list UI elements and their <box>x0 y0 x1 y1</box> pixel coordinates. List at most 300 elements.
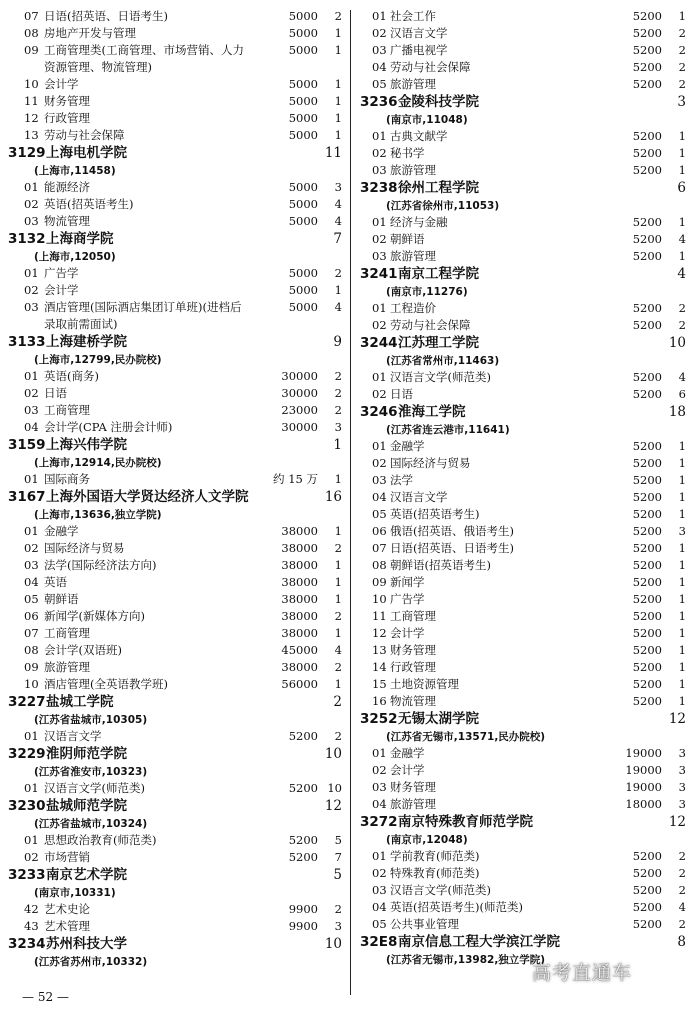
enrollment-count: 1 <box>678 456 686 470</box>
major-row <box>360 8 688 25</box>
major-name: 国际经济与贸易 <box>390 456 471 470</box>
major-row <box>360 162 688 179</box>
tuition-fee: 5000 <box>288 283 318 297</box>
enrollment-count: 10 <box>327 781 342 795</box>
major-code: 02 <box>24 386 39 400</box>
school-header <box>360 403 688 422</box>
major-code: 03 <box>372 43 387 57</box>
enrollment-count: 2 <box>678 60 686 74</box>
tuition-fee: 5200 <box>632 660 662 674</box>
major-row <box>360 745 688 762</box>
major-code: 02 <box>372 146 387 160</box>
tuition-fee: 5200 <box>632 849 662 863</box>
enrollment-count: 2 <box>678 301 686 315</box>
major-code: 02 <box>372 866 387 880</box>
tuition-fee: 19000 <box>625 780 662 794</box>
enrollment-count: 1 <box>678 541 686 555</box>
major-name: 英语(商务) <box>44 369 99 383</box>
school-total: 10 <box>324 746 342 762</box>
major-code: 03 <box>372 780 387 794</box>
enrollment-count: 3 <box>678 797 686 811</box>
major-name: 会计学 <box>44 77 79 91</box>
major-code: 02 <box>372 387 387 401</box>
major-row <box>360 882 688 899</box>
major-code: 01 <box>24 833 39 847</box>
tuition-fee: 38000 <box>281 609 318 623</box>
major-code: 03 <box>372 883 387 897</box>
major-name: 英语(招英语考生)(师范类) <box>390 900 523 914</box>
major-code: 01 <box>24 266 39 280</box>
enrollment-count: 4 <box>334 643 342 657</box>
tuition-fee: 5200 <box>632 575 662 589</box>
school-code: 3133 <box>8 334 46 350</box>
major-code: 03 <box>24 558 39 572</box>
major-name: 金融学 <box>390 439 425 453</box>
enrollment-count: 1 <box>678 677 686 691</box>
tuition-fee: 5200 <box>632 215 662 229</box>
enrollment-count: 4 <box>678 232 686 246</box>
major-code: 03 <box>24 300 39 314</box>
school-name: 盐城工学院 <box>46 694 114 710</box>
school-header <box>8 230 344 249</box>
school-total: 10 <box>324 936 342 952</box>
tuition-fee: 5200 <box>632 163 662 177</box>
major-row <box>360 455 688 472</box>
school-header <box>8 436 344 455</box>
major-code: 07 <box>24 626 39 640</box>
tuition-fee: 5000 <box>288 214 318 228</box>
school-total: 6 <box>677 180 686 196</box>
tuition-fee: 5200 <box>632 26 662 40</box>
major-name: 劳动与社会保障 <box>390 318 471 332</box>
tuition-fee: 5000 <box>288 43 318 57</box>
major-code: 07 <box>24 9 39 23</box>
enrollment-count: 1 <box>678 592 686 606</box>
enrollment-count: 1 <box>334 472 342 486</box>
tuition-fee: 5200 <box>632 473 662 487</box>
school-name: 金陵科技学院 <box>398 94 479 110</box>
school-total: 1 <box>333 437 342 453</box>
major-name-continued: 资源管理、物流管理) <box>44 60 152 74</box>
enrollment-count: 1 <box>334 111 342 125</box>
major-code: 05 <box>372 77 387 91</box>
major-name: 日语(招英语、日语考生) <box>44 9 168 23</box>
enrollment-count: 4 <box>678 370 686 384</box>
major-name: 日语 <box>44 386 67 400</box>
enrollment-count: 1 <box>678 490 686 504</box>
major-code: 02 <box>372 763 387 777</box>
major-row <box>360 557 688 574</box>
right-column <box>360 8 688 968</box>
major-code: 03 <box>372 473 387 487</box>
tuition-fee: 30000 <box>281 386 318 400</box>
school-name: 淮海工学院 <box>398 404 466 420</box>
major-name: 特殊教育(师范类) <box>390 866 480 880</box>
major-name: 旅游管理 <box>390 77 436 91</box>
enrollment-count: 1 <box>334 77 342 91</box>
major-code: 15 <box>372 677 387 691</box>
school-header <box>360 179 688 198</box>
tuition-fee: 5200 <box>632 677 662 691</box>
major-code: 09 <box>24 660 39 674</box>
enrollment-count: 2 <box>334 403 342 417</box>
major-row <box>8 179 344 196</box>
enrollment-count: 4 <box>334 300 342 314</box>
major-code: 42 <box>24 902 39 916</box>
major-name: 艺术史论 <box>44 902 90 916</box>
enrollment-count: 2 <box>334 609 342 623</box>
tuition-fee: 5000 <box>288 9 318 23</box>
tuition-fee: 5200 <box>632 541 662 555</box>
major-name: 工商管理类(工商管理、市场营销、人力 <box>44 43 244 57</box>
school-location: (南京市,12048) <box>386 834 468 846</box>
enrollment-count: 3 <box>334 180 342 194</box>
enrollment-count: 2 <box>334 541 342 555</box>
major-row <box>8 110 344 127</box>
major-row <box>8 901 344 918</box>
enrollment-count: 2 <box>678 866 686 880</box>
major-row <box>8 523 344 540</box>
tuition-fee: 5000 <box>288 300 318 314</box>
major-row <box>360 916 688 933</box>
school-total: 9 <box>333 334 342 350</box>
major-code: 10 <box>24 677 39 691</box>
major-code: 01 <box>24 781 39 795</box>
school-location: (江苏省盐城市,10324) <box>34 818 148 830</box>
school-total: 12 <box>668 814 686 830</box>
major-code: 03 <box>24 403 39 417</box>
school-location: (上海市,12914,民办院校) <box>34 457 162 469</box>
enrollment-count: 1 <box>334 94 342 108</box>
major-row <box>360 59 688 76</box>
major-name: 会计学(CPA 注册会计师) <box>44 420 173 434</box>
tuition-fee: 5200 <box>632 592 662 606</box>
school-location: (江苏省苏州市,10332) <box>34 956 148 968</box>
school-total: 2 <box>333 694 342 710</box>
enrollment-count: 1 <box>678 215 686 229</box>
tuition-fee: 5200 <box>632 232 662 246</box>
tuition-fee: 5200 <box>632 77 662 91</box>
school-total: 5 <box>333 867 342 883</box>
major-name: 新闻学 <box>390 575 425 589</box>
major-code: 09 <box>372 575 387 589</box>
tuition-fee: 5000 <box>288 94 318 108</box>
school-header <box>8 693 344 712</box>
enrollment-count: 1 <box>678 694 686 708</box>
tuition-fee: 约 15 万 <box>273 472 318 486</box>
major-code: 04 <box>372 797 387 811</box>
major-row <box>360 642 688 659</box>
major-name: 劳动与社会保障 <box>390 60 471 74</box>
major-row <box>8 196 344 213</box>
major-name: 会计学(双语班) <box>44 643 122 657</box>
major-row <box>360 848 688 865</box>
school-header <box>360 813 688 832</box>
major-code: 04 <box>372 60 387 74</box>
tuition-fee: 45000 <box>281 643 318 657</box>
tuition-fee: 5200 <box>632 524 662 538</box>
major-row <box>8 557 344 574</box>
enrollment-count: 1 <box>334 524 342 538</box>
major-row <box>8 471 344 488</box>
tuition-fee: 5000 <box>288 266 318 280</box>
major-row <box>8 728 344 745</box>
major-code: 04 <box>24 575 39 589</box>
enrollment-count: 7 <box>334 850 342 864</box>
major-code: 01 <box>372 129 387 143</box>
major-name: 法学 <box>390 473 413 487</box>
school-header <box>8 797 344 816</box>
tuition-fee: 5200 <box>632 301 662 315</box>
major-code: 03 <box>372 163 387 177</box>
major-name: 工程造价 <box>390 301 436 315</box>
tuition-fee: 30000 <box>281 420 318 434</box>
major-name: 旅游管理 <box>390 163 436 177</box>
school-total: 7 <box>333 231 342 247</box>
major-name: 汉语言文学 <box>390 26 448 40</box>
enrollment-count: 3 <box>334 919 342 933</box>
enrollment-count: 1 <box>678 473 686 487</box>
major-name: 朝鲜语(招英语考生) <box>390 558 491 572</box>
major-name: 新闻学(新媒体方向) <box>44 609 145 623</box>
major-name: 俄语(招英语、俄语考生) <box>390 524 514 538</box>
school-header <box>8 333 344 352</box>
major-name: 秘书学 <box>390 146 425 160</box>
enrollment-count: 1 <box>334 283 342 297</box>
enrollment-count: 1 <box>678 609 686 623</box>
tuition-fee: 5200 <box>632 370 662 384</box>
major-row <box>8 780 344 797</box>
major-name: 公共事业管理 <box>390 917 459 931</box>
major-row <box>360 608 688 625</box>
tuition-fee: 5000 <box>288 77 318 91</box>
major-row <box>8 402 344 419</box>
major-row <box>8 76 344 93</box>
school-location: (江苏省盐城市,10305) <box>34 714 148 726</box>
school-header <box>8 866 344 885</box>
school-header <box>360 933 688 952</box>
school-location: (江苏省常州市,11463) <box>386 355 500 367</box>
school-location: (江苏省徐州市,11053) <box>386 200 500 212</box>
school-location: (江苏省连云港市,11641) <box>386 424 510 436</box>
enrollment-count: 1 <box>334 128 342 142</box>
enrollment-count: 1 <box>678 660 686 674</box>
major-code: 01 <box>372 746 387 760</box>
major-name: 物流管理 <box>390 694 436 708</box>
school-total: 4 <box>677 266 686 282</box>
major-code: 08 <box>372 558 387 572</box>
major-row <box>360 762 688 779</box>
tuition-fee: 30000 <box>281 369 318 383</box>
school-code: 3236 <box>360 94 398 110</box>
major-row <box>360 25 688 42</box>
major-code: 13 <box>372 643 387 657</box>
major-row <box>8 676 344 693</box>
enrollment-count: 1 <box>678 507 686 521</box>
enrollment-count: 1 <box>334 575 342 589</box>
major-row <box>360 676 688 693</box>
major-row <box>8 127 344 144</box>
major-code: 07 <box>372 541 387 555</box>
enrollment-count: 2 <box>678 26 686 40</box>
major-code: 08 <box>24 643 39 657</box>
major-row <box>8 608 344 625</box>
enrollment-count: 2 <box>678 849 686 863</box>
major-name: 财务管理 <box>390 780 436 794</box>
major-code: 02 <box>24 541 39 555</box>
tuition-fee: 5200 <box>632 318 662 332</box>
major-code: 03 <box>24 214 39 228</box>
major-name: 旅游管理 <box>44 660 90 674</box>
major-name-continued: 录取前需面试) <box>44 317 118 331</box>
major-name: 广告学 <box>44 266 79 280</box>
tuition-fee: 18000 <box>625 797 662 811</box>
enrollment-count: 6 <box>678 387 686 401</box>
enrollment-count: 3 <box>334 420 342 434</box>
school-total: 18 <box>668 404 686 420</box>
tuition-fee: 5200 <box>288 833 318 847</box>
tuition-fee: 38000 <box>281 541 318 555</box>
tuition-fee: 5000 <box>288 26 318 40</box>
school-code: 3241 <box>360 266 398 282</box>
school-header <box>360 265 688 284</box>
school-location: (江苏省无锡市,13571,民办院校) <box>386 731 546 743</box>
major-row <box>360 231 688 248</box>
enrollment-count: 3 <box>678 746 686 760</box>
enrollment-count: 1 <box>334 558 342 572</box>
enrollment-count: 5 <box>334 833 342 847</box>
tuition-fee: 5200 <box>632 609 662 623</box>
major-row <box>8 282 344 299</box>
major-code: 04 <box>372 900 387 914</box>
school-header <box>360 334 688 353</box>
school-total: 8 <box>677 934 686 950</box>
enrollment-count: 2 <box>334 369 342 383</box>
tuition-fee: 5200 <box>632 43 662 57</box>
enrollment-count: 1 <box>678 9 686 23</box>
school-code: 3238 <box>360 180 398 196</box>
major-code: 01 <box>372 301 387 315</box>
enrollment-count: 1 <box>678 626 686 640</box>
school-name: 上海外国语大学贤达经济人文学院 <box>46 489 249 505</box>
school-location: (上海市,13636,独立学院) <box>34 509 162 521</box>
enrollment-count: 2 <box>678 883 686 897</box>
school-code: 32E8 <box>360 934 398 950</box>
school-location: (江苏省淮安市,10323) <box>34 766 148 778</box>
school-name: 南京特殊教育师范学院 <box>398 814 533 830</box>
major-row <box>8 574 344 591</box>
major-row <box>8 42 344 59</box>
major-code: 10 <box>372 592 387 606</box>
major-name: 行政管理 <box>390 660 436 674</box>
major-row <box>360 489 688 506</box>
major-row <box>8 642 344 659</box>
major-row <box>360 779 688 796</box>
major-name: 金融学 <box>44 524 79 538</box>
major-code: 02 <box>372 232 387 246</box>
tuition-fee: 38000 <box>281 575 318 589</box>
school-code: 3234 <box>8 936 46 952</box>
enrollment-count: 1 <box>678 575 686 589</box>
major-code: 09 <box>24 43 39 57</box>
enrollment-count: 2 <box>334 266 342 280</box>
major-name: 汉语言文学 <box>44 729 102 743</box>
school-code: 3272 <box>360 814 398 830</box>
major-row <box>360 438 688 455</box>
tuition-fee: 9900 <box>288 919 318 933</box>
major-code: 01 <box>372 9 387 23</box>
enrollment-count: 1 <box>334 592 342 606</box>
major-row <box>360 472 688 489</box>
school-header <box>360 93 688 112</box>
major-row <box>360 865 688 882</box>
major-code: 04 <box>24 420 39 434</box>
major-row <box>360 317 688 334</box>
school-code: 3129 <box>8 145 46 161</box>
major-name: 古典文献学 <box>390 129 448 143</box>
major-row <box>360 523 688 540</box>
enrollment-count: 1 <box>678 163 686 177</box>
major-name: 经济与金融 <box>390 215 448 229</box>
enrollment-count: 2 <box>678 917 686 931</box>
major-name: 英语 <box>44 575 67 589</box>
major-row <box>360 899 688 916</box>
tuition-fee: 19000 <box>625 746 662 760</box>
enrollment-count: 1 <box>678 439 686 453</box>
major-row <box>8 25 344 42</box>
tuition-fee: 5200 <box>632 507 662 521</box>
major-row <box>360 625 688 642</box>
enrollment-count: 1 <box>334 43 342 57</box>
school-total: 12 <box>324 798 342 814</box>
school-name: 徐州工程学院 <box>398 180 479 196</box>
tuition-fee: 5000 <box>288 180 318 194</box>
major-name: 广告学 <box>390 592 425 606</box>
major-row <box>8 659 344 676</box>
major-row <box>8 299 344 316</box>
major-code: 04 <box>372 490 387 504</box>
major-row <box>360 506 688 523</box>
major-name: 思想政治教育(师范类) <box>44 833 157 847</box>
major-name: 会计学 <box>44 283 79 297</box>
major-row <box>8 213 344 230</box>
enrollment-count: 2 <box>678 43 686 57</box>
major-row <box>8 918 344 935</box>
major-code: 11 <box>372 609 387 623</box>
tuition-fee: 38000 <box>281 558 318 572</box>
major-code: 01 <box>372 849 387 863</box>
major-code: 06 <box>24 609 39 623</box>
major-name: 广播电视学 <box>390 43 448 57</box>
column-divider <box>350 10 351 995</box>
tuition-fee: 5200 <box>632 60 662 74</box>
major-row <box>360 214 688 231</box>
school-name: 无锡太湖学院 <box>398 711 479 727</box>
major-name: 汉语言文学 <box>390 490 448 504</box>
major-name: 会计学 <box>390 626 425 640</box>
school-location: (南京市,11048) <box>386 114 468 126</box>
school-total: 3 <box>677 94 686 110</box>
major-name: 房地产开发与管理 <box>44 26 136 40</box>
major-name: 汉语言文学(师范类) <box>390 370 491 384</box>
school-header <box>360 710 688 729</box>
tuition-fee: 5200 <box>632 558 662 572</box>
school-name: 南京艺术学院 <box>46 867 127 883</box>
major-row <box>360 42 688 59</box>
major-name: 酒店管理(全英语教学班) <box>44 677 168 691</box>
major-code: 16 <box>372 694 387 708</box>
major-name: 英语(招英语考生) <box>44 197 134 211</box>
